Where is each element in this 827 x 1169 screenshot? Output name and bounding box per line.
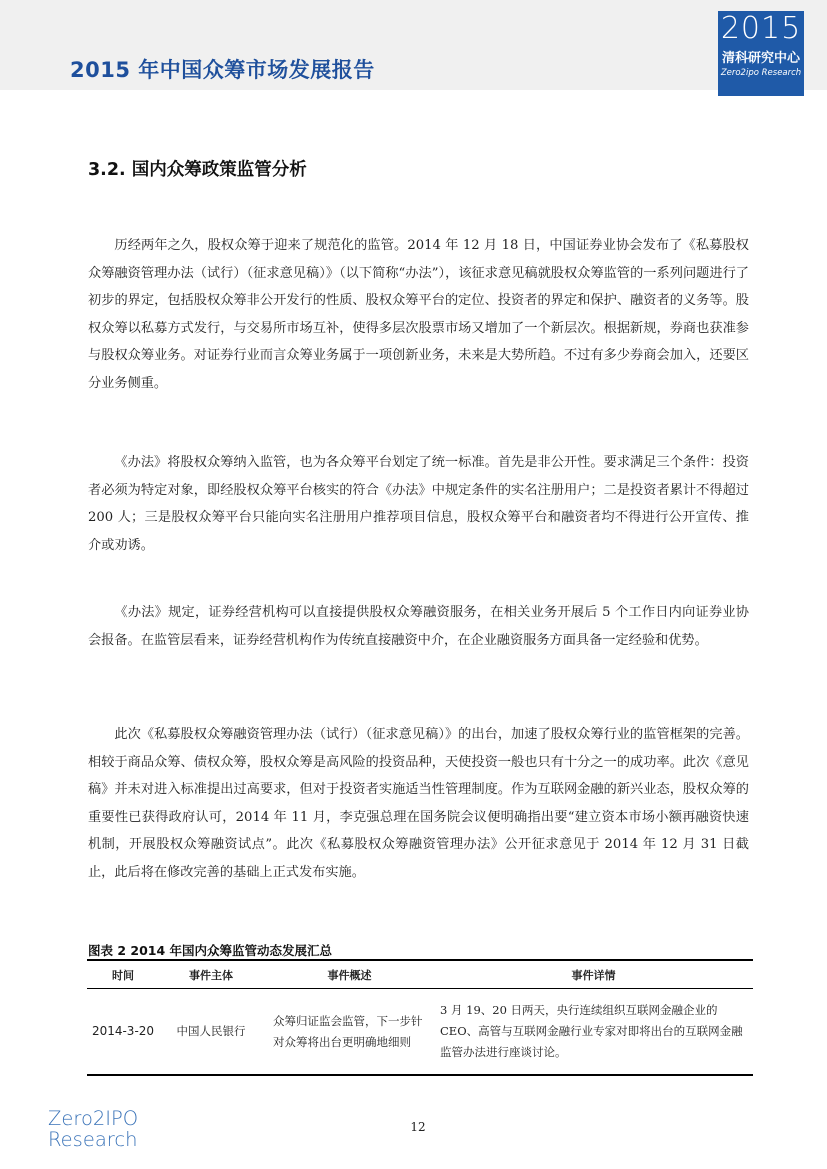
report-title: 2015 年中国众筹市场发展报告 — [70, 58, 375, 82]
footer-logo — [48, 1108, 138, 1150]
table-row — [87, 989, 753, 1076]
logo-year: 2015 — [720, 11, 802, 46]
footer-logo-line2: Research — [48, 1128, 138, 1151]
paragraph-1: 历经两年之久，股权众筹于迎来了规范化的监管。2014 年 12 月 18 日，中国证券业协会发布了《私募股权众筹融资管理办法（试行）（征求意见稿）》（以下简称“办法”），该征求意见稿就股权众筹监管的一系列问题进行了初步的界定，包括股权众筹非公开发行的性质、股权众筹平台的定位、投资者的界定和保护、融资者的义务等。股权众筹以私募方式发行，与交易所市场互补，使得多层次股票市场又增加了一个新层次。根据新规，券商也获准参与股权众筹业务。对证券行业而言众筹业务属于一项创新业务，未来是大势所趋。不过有多少券商会加入，还要区分业务侧重。 — [88, 238, 749, 391]
cell-subject: 中国人民银行 — [159, 989, 263, 1076]
column-header-summary: 事件概述 — [263, 960, 432, 989]
paragraph-2: 《办法》将股权众筹纳入监管，也为各众筹平台划定了统一标准。首先是非公开性。要求满足三个条件：投资者必须为特定对象，即经股权众筹平台核实的符合《办法》中规定条件的实名注册用户；二是投资者累计不得超过 200 人；三是股权众筹平台只能向实名注册用户推荐项目信息，股权众筹平台和融资者均不得进行公开宣传、推介或劝诱。 — [88, 455, 749, 553]
column-header-details: 事件详情 — [432, 960, 753, 989]
regulation-events-table — [87, 959, 753, 1076]
paragraph-3: 《办法》规定，证券经营机构可以直接提供股权众筹融资服务，在相关业务开展后 5 个工作日内向证券业协会报备。在监管层看来，证券经营机构作为传统直接融资中介，在企业融资服务方面具备一定经验和优势。 — [88, 605, 749, 648]
column-header-date: 时间 — [87, 960, 159, 989]
cell-date: 2014-3-20 — [87, 989, 159, 1076]
section-heading: 3.2. 国内众筹政策监管分析 — [88, 160, 307, 180]
zero2ipo-logo — [718, 11, 804, 96]
logo-name-en: Zero2ipo Research — [720, 68, 802, 78]
cell-details: 3 月 19、20 日两天，央行连续组织互联网金融企业的 CEO、高管与互联网金融行业专家对即将出台的互联网金融监管办法进行座谈讨论。 — [432, 989, 753, 1076]
paragraph-4: 此次《私募股权众筹融资管理办法（试行）（征求意见稿）》的出台，加速了股权众筹行业的监管框架的完善。相较于商品众筹、债权众筹，股权众筹是高风险的投资品种，天使投资一般也只有十分之一的成功率。此次《意见稿》并未对进入标准提出过高要求，但对于投资者实施适当性管理制度。作为互联网金融的新兴业态，股权众筹的重要性已获得政府认可，2014 年 11 月，李克强总理在国务院会议便明确指出要“建立资本市场小额再融资快速机制，开展股权众筹融资试点”。此次《私募股权众筹融资管理办法》公开征求意见于 2014 年 12 月 31 日截止，此后将在修改完善的基础上正式发布实施。 — [88, 727, 749, 880]
cell-summary: 众筹归证监会监管，下一步针对众筹将出台更明确地细则 — [263, 989, 432, 1076]
logo-name-cn: 清科研究中心 — [721, 51, 800, 66]
page-number: 12 — [410, 1120, 426, 1134]
footer-logo-line1: Zero2IPO — [48, 1107, 139, 1130]
table-header-row — [87, 960, 753, 989]
figure-caption: 图表 2 2014 年国内众筹监管动态发展汇总 — [88, 943, 333, 958]
column-header-subject: 事件主体 — [159, 960, 263, 989]
